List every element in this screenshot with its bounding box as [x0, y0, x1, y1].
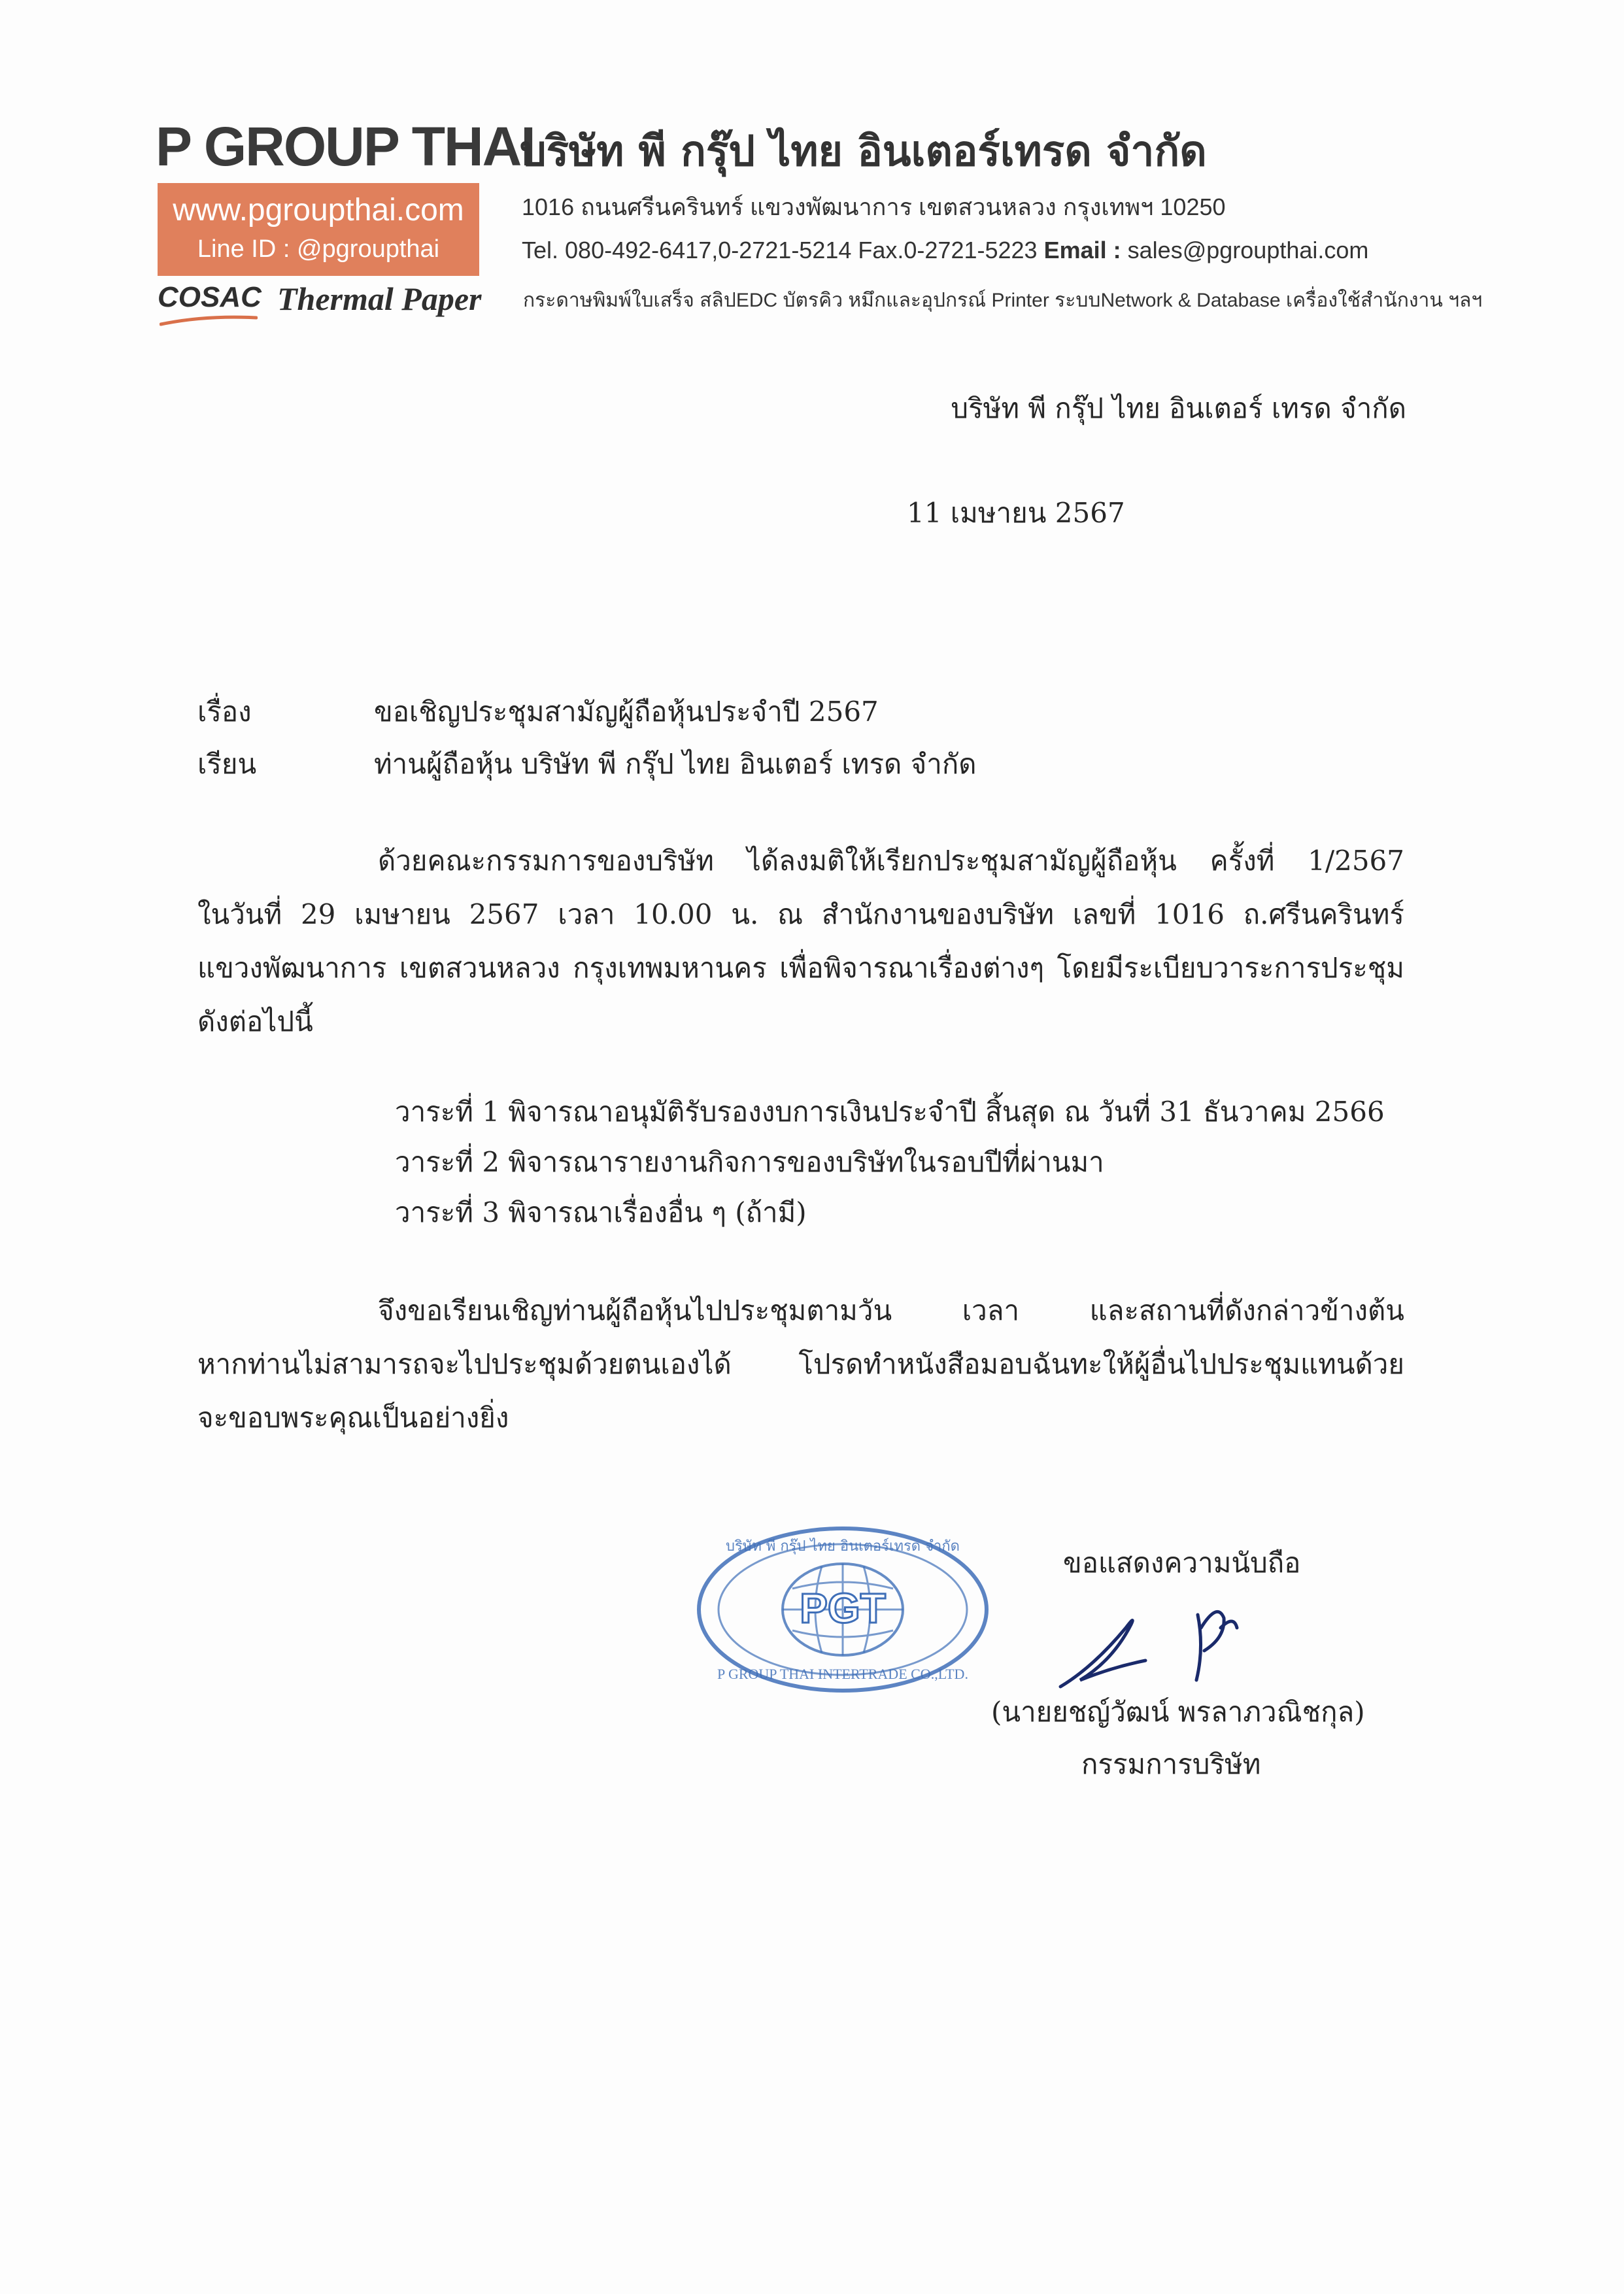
contact-line: [522, 237, 1368, 264]
phone-fax: Tel. 080-492-6417,0-2721-5214 Fax.0-2721-5223: [522, 237, 1038, 263]
agenda-item-3: วาระที่ 3 พิจารณาเรื่องอื่น ๆ (ถ้ามี): [395, 1196, 807, 1228]
paragraph-invitation: [197, 1289, 1404, 1450]
agenda-item-2: วาระที่ 2 พิจารณารายงานกิจการของบริษัทในรอบปีที่ผ่านมา: [395, 1146, 1104, 1178]
recipient-text: ท่านผู้ถือหุ้น บริษัท พี กรุ๊ป ไทย อินเตอร์ เทรด จำกัด: [374, 748, 977, 780]
website-banner: [158, 183, 479, 276]
subject-text: ขอเชิญประชุมสามัญผู้ถือหุ้นประจำปี 2567: [374, 696, 879, 728]
thermal-paper-tagline: Thermal Paper: [277, 280, 482, 317]
company-seal-stamp: [694, 1523, 991, 1696]
company-address: 1016 ถนนศรีนครินทร์ แขวงพัฒนาการ เขตสวนหลวง กรุงเทพฯ 10250: [522, 194, 1226, 220]
paragraph-line: ดังต่อไปนี้: [197, 1005, 313, 1037]
email-label: Email :: [1043, 237, 1121, 263]
subject-label: เรื่อง: [197, 696, 252, 728]
signer-title: กรรมการบริษัท: [1081, 1748, 1261, 1780]
paragraph-meeting-notice: [197, 839, 1404, 1054]
closing-salutation: ขอแสดงความนับถือ: [1063, 1547, 1301, 1579]
line-id: Line ID : @pgroupthai: [197, 235, 440, 263]
paragraph-line: หากท่านไม่สามารถจะไปประชุมด้วยตนเองได้ โปรดทำหนังสือมอบฉันทะให้ผู้อื่นไปประชุมแทนด้วย: [197, 1348, 1404, 1380]
stamp-bottom-text: P GROUP THAI INTERTRADE CO.,LTD.: [717, 1666, 968, 1682]
paragraph-line: ด้วยคณะกรรมการของบริษัท ได้ลงมติให้เรียกประชุมสามัญผู้ถือหุ้น ครั้งที่ 1/2567: [378, 845, 1404, 877]
handwritten-signature: [1054, 1589, 1270, 1700]
cosac-logo: COSAC: [158, 281, 262, 313]
product-list: กระดาษพิมพ์ใบเสร็จ สลิปEDC บัตรคิว หมึกและอุปกรณ์ Printer ระบบNetwork & Database เครื่องใช้สำนักงาน ฯลฯ: [523, 290, 1483, 311]
email-link[interactable]: sales@pgroupthai.com: [1127, 237, 1369, 263]
company-name: บริษัท พี กรุ๊ป ไทย อินเตอร์เทรด จำกัด: [520, 127, 1207, 176]
paragraph-line: ในวันที่ 29 เมษายน 2567 เวลา 10.00 น. ณ สำนักงานของบริษัท เลขที่ 1016 ถ.ศรีนครินทร์: [197, 898, 1404, 930]
sender-company: บริษัท พี กรุ๊ป ไทย อินเตอร์ เทรด จำกัด: [951, 392, 1406, 424]
paragraph-line: จึงขอเรียนเชิญท่านผู้ถือหุ้นไปประชุมตามวัน เวลา และสถานที่ดังกล่าวข้างต้น: [378, 1294, 1404, 1326]
letter-date: 11 เมษายน 2567: [907, 497, 1125, 529]
brand-logo-text: P GROUP THAI: [156, 116, 535, 177]
stamp-monogram: PGT: [800, 1585, 886, 1632]
stamp-top-text: บริษัท พี กรุ๊ป ไทย อินเตอร์เทรด จำกัด: [726, 1538, 960, 1555]
paragraph-line: แขวงพัฒนาการ เขตสวนหลวง กรุงเทพมหานคร เพื่อพิจารณาเรื่องต่างๆ โดยมีระเบียบวาระการประชุม: [197, 952, 1404, 984]
cosac-swoosh-icon: [160, 312, 258, 327]
signer-name: (นายยชญ์วัฒน์ พรลาภวณิชกุล): [991, 1696, 1365, 1728]
recipient-label: เรียน: [197, 748, 257, 780]
website-link[interactable]: www.pgroupthai.com: [173, 193, 464, 228]
paragraph-line: จะขอบพระคุณเป็นอย่างยิ่ง: [197, 1402, 509, 1434]
agenda-item-1: วาระที่ 1 พิจารณาอนุมัติรับรองงบการเงินประจำปี สิ้นสุด ณ วันที่ 31 ธันวาคม 2566: [395, 1096, 1385, 1128]
